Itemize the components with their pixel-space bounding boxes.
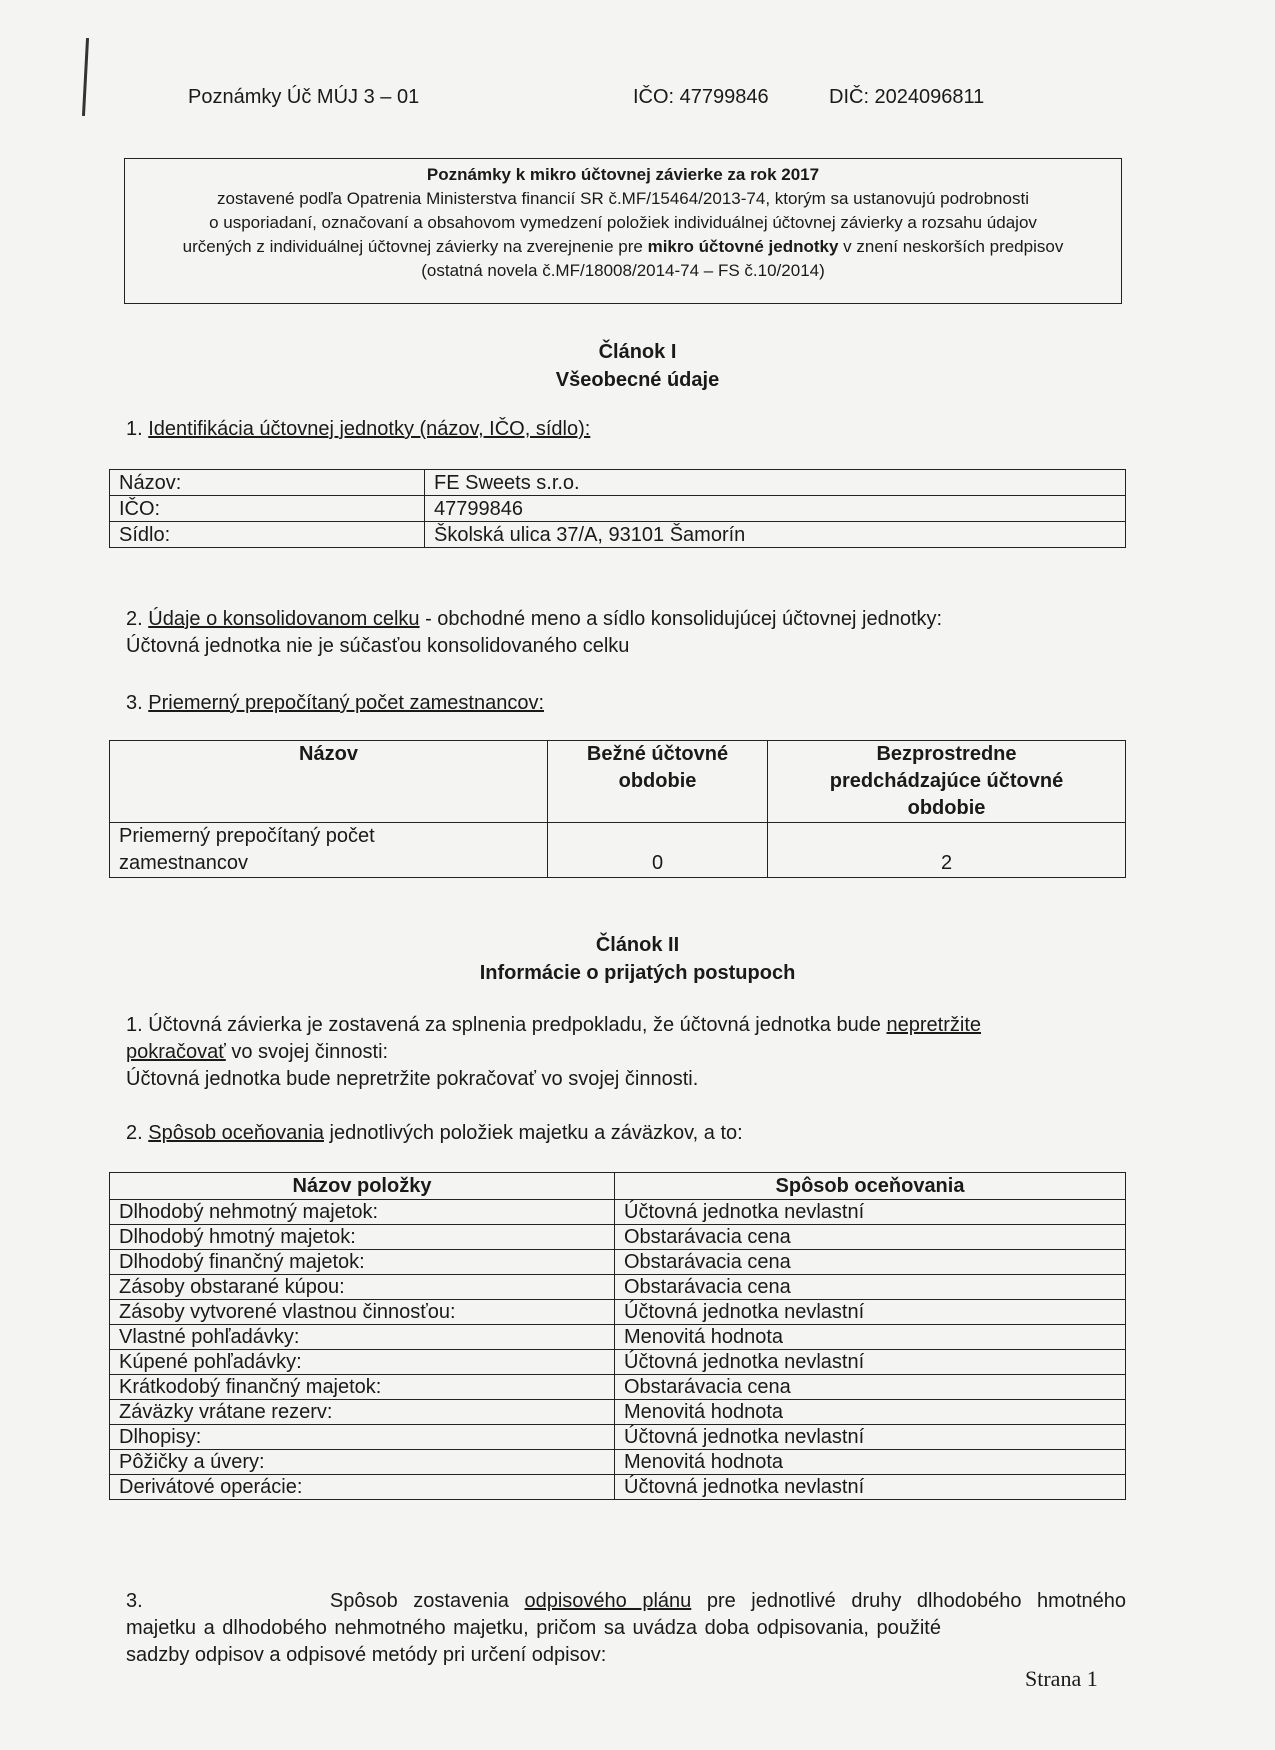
ident-value: Školská ulica 37/A, 93101 Šamorín bbox=[425, 522, 1126, 548]
section-number: 3. bbox=[126, 1590, 143, 1612]
table-row bbox=[110, 470, 1126, 496]
col-header-method: Spôsob oceňovania bbox=[615, 1173, 1126, 1200]
section1-line2 bbox=[126, 1039, 1126, 1066]
section1-text: Účtovná jednotka bude nepretržite pokračovať vo svojej činnosti. bbox=[126, 1068, 699, 1090]
valuation-item: Pôžičky a úvery: bbox=[110, 1450, 615, 1475]
table-row bbox=[110, 1475, 1126, 1500]
section-number: 2. bbox=[126, 1122, 143, 1144]
section-number: 3. bbox=[126, 692, 143, 714]
valuation-method: Účtovná jednotka nevlastní bbox=[615, 1475, 1126, 1500]
article2-section3 bbox=[126, 1588, 1126, 1669]
table-row bbox=[110, 1425, 1126, 1450]
table-row bbox=[110, 1250, 1126, 1275]
title-line-3: o usporiadaní, označovaní a obsahovom vymedzení položiek individuálnej účtovnej závierky a rozsahu údajov bbox=[209, 213, 1037, 232]
employees-table bbox=[109, 740, 1126, 878]
valuation-method: Menovitá hodnota bbox=[615, 1400, 1126, 1425]
valuation-item: Krátkodobý finančný majetok: bbox=[110, 1375, 615, 1400]
article1-section1 bbox=[126, 416, 1126, 443]
col-header-current: Bežné účtovné obdobie bbox=[548, 741, 768, 823]
page-number: Strana 1 bbox=[1025, 1666, 1098, 1691]
title-line-4-bold: mikro účtovné jednotky bbox=[647, 237, 839, 256]
col-header-item: Názov položky bbox=[110, 1173, 615, 1200]
section3-underlined: odpisového plánu bbox=[524, 1590, 692, 1612]
table-row bbox=[110, 1325, 1126, 1350]
article1-title: Článok I bbox=[598, 341, 677, 363]
section3-line1 bbox=[126, 1588, 1126, 1615]
valuation-method: Účtovná jednotka nevlastní bbox=[615, 1425, 1126, 1450]
title-line-4-post: v znení neskorších predpisov bbox=[843, 237, 1064, 256]
article2-title: Článok II bbox=[595, 934, 680, 956]
valuation-method: Obstarávacia cena bbox=[615, 1250, 1126, 1275]
header-ico: IČO: 47799846 bbox=[633, 86, 769, 108]
section3-line1-text bbox=[330, 1588, 1126, 1615]
section2-heading: Spôsob oceňovania bbox=[148, 1122, 324, 1144]
title-line-4-pre: určených z individuálnej účtovnej závierky na zverejnenie pre bbox=[182, 237, 643, 256]
section-number: 1. bbox=[126, 418, 143, 440]
col-header-previous: Bezprostredne predchádzajúce účtovné obdobie bbox=[768, 741, 1126, 823]
table-row bbox=[110, 496, 1126, 522]
section3-line2: majetku a dlhodobého nehmotného majetku, pričom sa uvádza doba odpisovania, použité bbox=[126, 1617, 941, 1639]
table-row bbox=[110, 823, 1126, 878]
article1-section2 bbox=[126, 606, 1126, 660]
valuation-item: Kúpené pohľadávky: bbox=[110, 1350, 615, 1375]
ident-value: FE Sweets s.r.o. bbox=[425, 470, 1126, 496]
section2-line bbox=[126, 606, 1126, 633]
table-row bbox=[110, 1275, 1126, 1300]
ident-value: 47799846 bbox=[425, 496, 1126, 522]
section1-underlined-2: pokračovať bbox=[126, 1041, 226, 1063]
title-line-4 bbox=[125, 235, 1121, 259]
valuation-method: Účtovná jednotka nevlastní bbox=[615, 1350, 1126, 1375]
header-form-code: Poznámky Úč MÚJ 3 – 01 bbox=[188, 86, 420, 108]
section2-rest: jednotlivých položiek majetku a záväzkov, a to: bbox=[323, 1122, 743, 1144]
valuation-item: Dlhodobý nehmotný majetok: bbox=[110, 1200, 615, 1225]
document-title: Poznámky k mikro účtovnej závierke za rok 2017 bbox=[426, 165, 820, 184]
valuation-method: Účtovná jednotka nevlastní bbox=[615, 1300, 1126, 1325]
margin-pen-mark bbox=[82, 38, 89, 116]
section3-heading: Priemerný prepočítaný počet zamestnancov: bbox=[148, 692, 545, 714]
article2-section1 bbox=[126, 1012, 1126, 1093]
valuation-method: Menovitá hodnota bbox=[615, 1325, 1126, 1350]
section2-heading: Údaje o konsolidovanom celku bbox=[148, 608, 420, 630]
valuation-item: Derivátové operácie: bbox=[110, 1475, 615, 1500]
table-row bbox=[110, 1200, 1126, 1225]
emp-row-name: Priemerný prepočítaný počet zamestnancov bbox=[110, 823, 548, 878]
table-row bbox=[110, 1450, 1126, 1475]
valuation-method: Účtovná jednotka nevlastní bbox=[615, 1200, 1126, 1225]
ident-label: Názov: bbox=[110, 470, 425, 496]
emp-row-previous: 2 bbox=[768, 823, 1126, 878]
valuation-item: Dlhodobý hmotný majetok: bbox=[110, 1225, 615, 1250]
valuation-item: Záväzky vrátane rezerv: bbox=[110, 1400, 615, 1425]
emp-row-current: 0 bbox=[548, 823, 768, 878]
table-row bbox=[110, 522, 1126, 548]
section-number: 2. bbox=[126, 608, 143, 630]
section1-post: vo svojej činnosti: bbox=[225, 1041, 389, 1063]
section1-underlined-1: nepretržite bbox=[886, 1014, 981, 1036]
table-header-row bbox=[110, 741, 1126, 823]
identification-table bbox=[109, 469, 1126, 548]
ident-label: Sídlo: bbox=[110, 522, 425, 548]
section1-pre: 1. Účtovná závierka je zostavená za splnenia predpokladu, že účtovná jednotka bude bbox=[126, 1014, 887, 1036]
valuation-method: Obstarávacia cena bbox=[615, 1375, 1126, 1400]
valuation-item: Dlhodobý finančný majetok: bbox=[110, 1250, 615, 1275]
article2-subtitle: Informácie o prijatých postupoch bbox=[479, 962, 796, 984]
ident-label: IČO: bbox=[110, 496, 425, 522]
table-row bbox=[110, 1225, 1126, 1250]
title-line-5: (ostatná novela č.MF/18008/2014-74 – FS č.10/2014) bbox=[421, 261, 825, 280]
section3-line3: sadzby odpisov a odpisové metódy pri určení odpisov: bbox=[126, 1644, 607, 1666]
article1-subtitle: Všeobecné údaje bbox=[555, 369, 720, 391]
title-box bbox=[124, 158, 1122, 304]
valuation-method: Obstarávacia cena bbox=[615, 1225, 1126, 1250]
section2-rest: - obchodné meno a sídlo konsolidujúcej účtovnej jednotky: bbox=[419, 608, 943, 630]
section3-l1-post: pre jednotlivé druhy dlhodobého hmotného bbox=[691, 1590, 1126, 1612]
valuation-item: Dlhopisy: bbox=[110, 1425, 615, 1450]
valuation-method: Obstarávacia cena bbox=[615, 1275, 1126, 1300]
table-header-row bbox=[110, 1173, 1126, 1200]
section2-text: Účtovná jednotka nie je súčasťou konsolidovaného celku bbox=[126, 635, 630, 657]
article1-section3 bbox=[126, 690, 1126, 717]
valuation-item: Zásoby vytvorené vlastnou činnosťou: bbox=[110, 1300, 615, 1325]
section1-line1 bbox=[126, 1012, 1126, 1039]
section1-heading: Identifikácia účtovnej jednotky (názov, IČO, sídlo): bbox=[148, 418, 591, 440]
valuation-item: Vlastné pohľadávky: bbox=[110, 1325, 615, 1350]
article2-heading bbox=[0, 931, 1275, 987]
valuation-table bbox=[109, 1172, 1126, 1500]
table-row bbox=[110, 1350, 1126, 1375]
valuation-item: Zásoby obstarané kúpou: bbox=[110, 1275, 615, 1300]
article2-section2 bbox=[126, 1120, 1126, 1147]
article1-heading bbox=[0, 338, 1275, 394]
col-header-name: Názov bbox=[110, 741, 548, 823]
valuation-method: Menovitá hodnota bbox=[615, 1450, 1126, 1475]
table-row bbox=[110, 1300, 1126, 1325]
table-row bbox=[110, 1400, 1126, 1425]
header-dic: DIČ: 2024096811 bbox=[829, 86, 985, 108]
table-row bbox=[110, 1375, 1126, 1400]
section3-pre: Spôsob zostavenia bbox=[329, 1590, 525, 1612]
title-line-2: zostavené podľa Opatrenia Ministerstva financií SR č.MF/15464/2013-74, ktorým sa ustanovujú podrobnosti bbox=[217, 189, 1029, 208]
